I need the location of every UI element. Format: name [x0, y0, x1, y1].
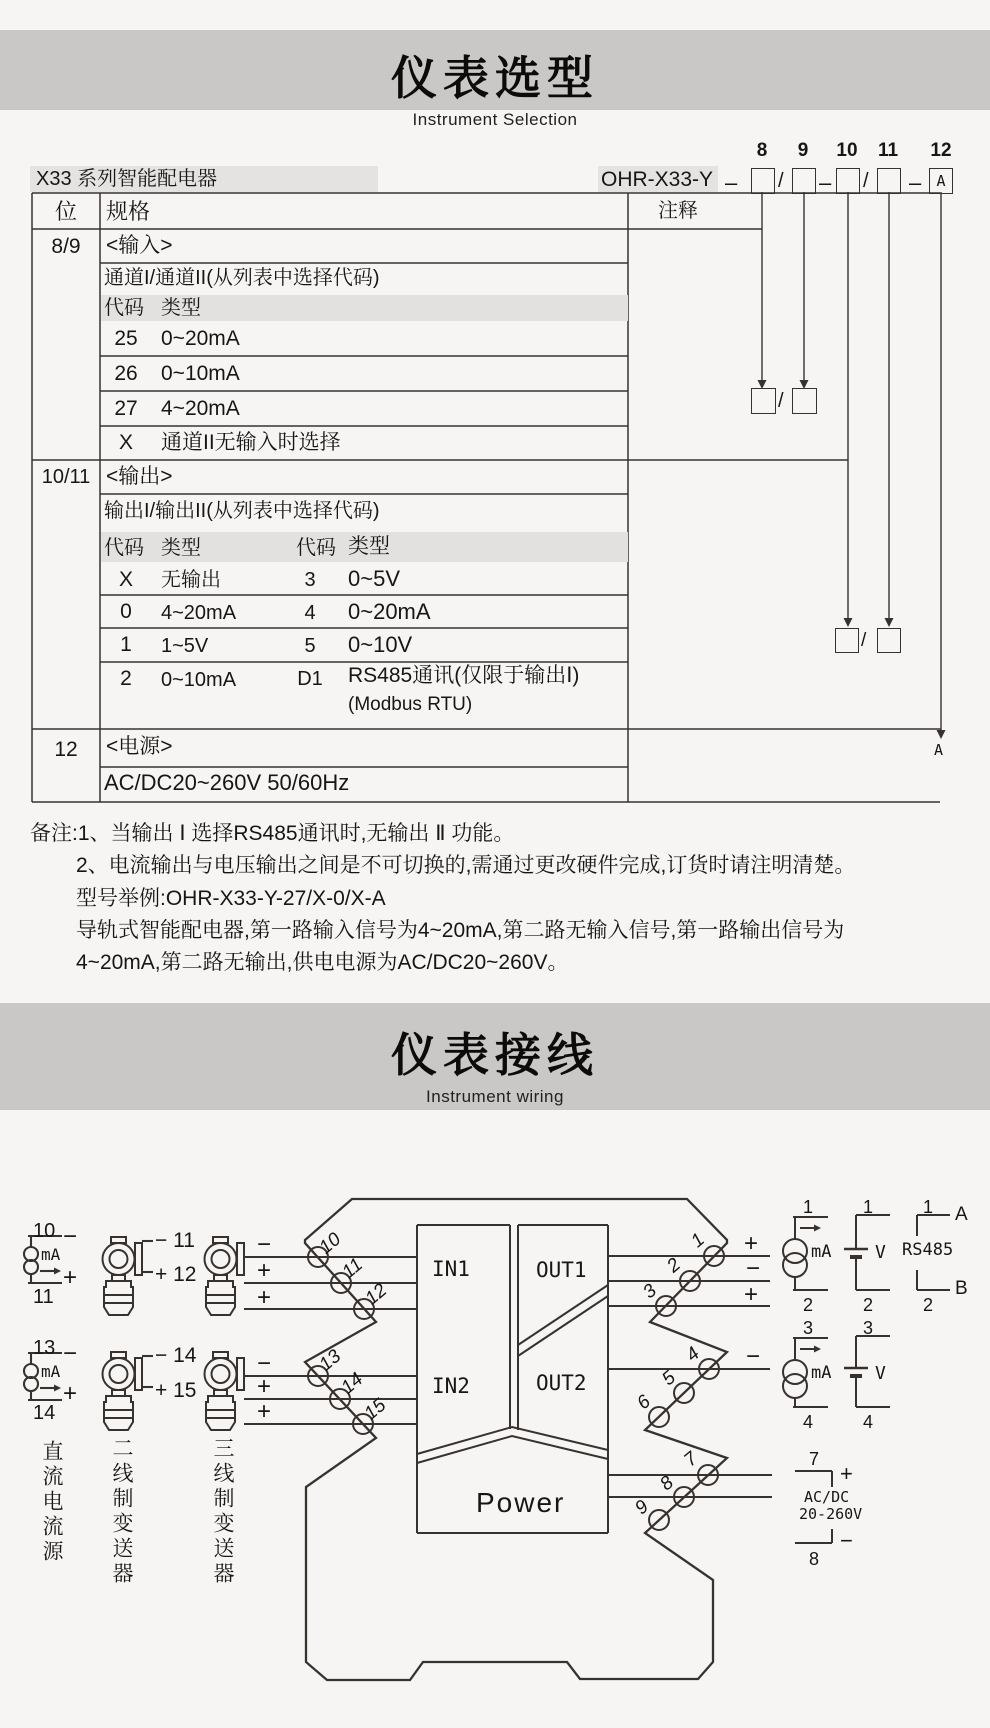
sec1011-rrow-code: 4	[304, 602, 316, 624]
sec89-desc: 通道I/通道II(从列表中选择代码)	[104, 267, 380, 289]
src1-terminal-bottom: 11	[33, 1286, 54, 1308]
caption-2wire-transmitter: 二线制变送器	[110, 1437, 133, 1587]
out1-minus-sign: −	[746, 1255, 761, 1282]
sec12-bit: 12	[54, 738, 78, 761]
col-header-spec: 规格	[106, 199, 151, 224]
module-power-label: Power	[476, 1487, 566, 1518]
transmitter-2wire-2-icon	[103, 1352, 143, 1430]
code-box-8	[751, 168, 775, 194]
digit-position-11: 11	[877, 140, 899, 161]
model-prefix: OHR-X33-Y	[601, 168, 714, 191]
grp-power-bottom: 8	[808, 1549, 819, 1569]
sec89-bit: 8/9	[51, 235, 81, 258]
code-box-9	[792, 168, 816, 194]
sec1011-rrow-type: 0~5V	[348, 566, 400, 591]
tx2b-wire2-label: + 15	[155, 1379, 197, 1402]
src2-terminal-top: 13	[33, 1337, 56, 1359]
wiring-title: 仪表接线	[391, 1029, 599, 1081]
src2-unit: mA	[41, 1362, 61, 1381]
left-terminal-12: 12	[361, 1279, 392, 1310]
tx2a-wire2-label: + 12	[155, 1263, 197, 1286]
sec1011-lrow-type: 无输出	[161, 569, 221, 591]
tx3b-sign3: +	[257, 1398, 272, 1425]
tx3a-sign2: +	[257, 1257, 272, 1284]
right-terminal-1: 1	[687, 1229, 709, 1253]
tx2a-wire1-label: − 11	[155, 1229, 195, 1252]
grp-v1-top: 1	[862, 1197, 873, 1217]
right-terminal-6: 6	[633, 1391, 655, 1415]
model-dash-2: –	[819, 170, 832, 195]
digit-position-9: 9	[797, 140, 809, 161]
tx3a-sign3: +	[257, 1284, 272, 1311]
selection-title: 仪表选型	[391, 52, 599, 104]
selection-arrow-lines	[758, 192, 946, 739]
out1-plus-sign: +	[744, 1230, 759, 1257]
module-in2-label: IN2	[432, 1374, 470, 1398]
note-line-4: 导轨式智能配电器,第一路输入信号为4~20mA,第二路无输入信号,第一路输出信号为	[76, 919, 845, 942]
src1-minus: −	[63, 1223, 78, 1250]
module-outline	[305, 1199, 727, 1680]
src1-plus: +	[63, 1264, 78, 1291]
sec12-title: <电源>	[106, 735, 173, 758]
left-terminal-11: 11	[338, 1254, 367, 1283]
grp-ma2-top: 3	[802, 1318, 813, 1338]
model-slash-1: /	[778, 170, 784, 192]
module-in1-label: IN1	[432, 1257, 470, 1281]
module-out2-label: OUT2	[536, 1371, 587, 1395]
sec1011-rrow-type: 0~10V	[348, 632, 413, 657]
grp-rs485-a: A	[955, 1204, 968, 1225]
wiring-banner	[0, 1003, 990, 1110]
output-pair-box-2	[877, 628, 901, 653]
grp-v2-unit: V	[875, 1363, 886, 1384]
note-line-1: 备注:1、当输出 Ⅰ 选择RS485通讯时,无输出 Ⅱ 功能。	[30, 822, 515, 845]
sec1011-type-header-l: 类型	[161, 537, 201, 559]
code-box-12: A	[929, 168, 953, 194]
grp-ma1-top: 1	[802, 1197, 813, 1217]
src2-terminal-bottom: 14	[33, 1402, 56, 1424]
right-terminal-2: 2	[663, 1254, 685, 1278]
grp-rs485-bottom: 2	[922, 1295, 933, 1315]
sec89-row-code: 25	[114, 327, 138, 350]
out2-plus-sign: +	[744, 1281, 759, 1308]
right-terminal-3: 3	[639, 1280, 661, 1304]
code-box-10	[836, 168, 860, 194]
sec1011-lrow-code: 2	[120, 667, 132, 690]
grp-v1-bottom: 2	[862, 1295, 873, 1315]
sec1011-title: <输出>	[106, 465, 173, 488]
sec89-row-code: 27	[114, 397, 138, 420]
note-line-3: 型号举例:OHR-X33-Y-27/X-0/X-A	[76, 887, 386, 910]
sec12-value: AC/DC20~260V 50/60Hz	[104, 770, 350, 795]
digit-position-8: 8	[756, 140, 768, 161]
sec1011-rrow-code: 3	[304, 569, 316, 591]
power-code-a-label: A	[934, 741, 944, 759]
input-pair-slash: /	[778, 390, 784, 412]
tx2b-wire1-label: − 14	[155, 1344, 197, 1367]
right-terminal-4: 4	[682, 1343, 704, 1367]
grp-ma2-unit: mA	[811, 1363, 832, 1383]
src2-plus: +	[63, 1380, 78, 1407]
left-terminal-14: 14	[337, 1368, 368, 1399]
output-pair-slash: /	[861, 630, 867, 651]
caption-3wire-transmitter: 三线制变送器	[211, 1437, 234, 1587]
sec89-row-code: X	[118, 431, 133, 454]
model-dash-3: –	[909, 170, 922, 195]
out2-minus-sign: −	[746, 1343, 761, 1370]
col-header-bit: 位	[54, 199, 77, 224]
sec1011-rrow-type: 0~20mA	[348, 599, 431, 624]
model-dash-1: –	[725, 170, 738, 195]
sec1011-bit: 10/11	[41, 466, 91, 488]
sec1011-rrow-type: RS485通讯(仅限于输出Ⅰ)	[348, 664, 580, 687]
tx3b-sign1: −	[257, 1350, 272, 1377]
sec1011-code-header-l: 代码	[104, 537, 144, 559]
src1-unit: mA	[41, 1245, 61, 1264]
caption-dc-current-source: 直流电流源	[40, 1440, 63, 1565]
note-line-5: 4~20mA,第二路无输出,供电电源为AC/DC20~260V。	[76, 951, 569, 974]
note-line-2: 2、电流输出与电压输出之间是不可切换的,需通过更改硬件完成,订货时请注明清楚。	[76, 854, 856, 877]
grp-power-minus: −	[840, 1528, 853, 1553]
tx3a-sign1: −	[257, 1231, 272, 1258]
src2-minus: −	[63, 1340, 78, 1367]
grp-power-line1: AC/DC	[804, 1488, 850, 1506]
grp-v1-unit: V	[875, 1242, 886, 1263]
grp-v2-top: 3	[862, 1318, 873, 1338]
sec89-row-code: 26	[114, 362, 138, 385]
sec1011-rrow-type-line2: (Modbus RTU)	[348, 694, 473, 715]
tx3b-sign2: +	[257, 1373, 272, 1400]
grp-ma1-bottom: 2	[802, 1295, 813, 1315]
left-terminal-13: 13	[315, 1345, 346, 1376]
input-pair-box-1	[751, 388, 776, 414]
transmitter-3wire-1-icon	[205, 1237, 245, 1315]
sec1011-rrow-code: D1	[297, 668, 323, 690]
grp-rs485-label: RS485	[902, 1240, 954, 1260]
sec1011-lrow-type: 1~5V	[161, 635, 209, 657]
src1-terminal-top: 10	[33, 1220, 56, 1242]
output-pair-box-1	[835, 628, 859, 653]
sec1011-code-header-r: 代码	[296, 537, 336, 559]
left-terminal-10: 10	[315, 1228, 346, 1259]
sec1011-desc: 输出I/输出II(从列表中选择代码)	[104, 500, 380, 522]
sec1011-lrow-type: 4~20mA	[161, 602, 237, 624]
model-slash-2: /	[863, 170, 869, 192]
module-out1-label: OUT1	[536, 1258, 587, 1282]
sec89-row-type: 0~20mA	[161, 327, 240, 350]
grp-v2-bottom: 4	[862, 1412, 873, 1432]
sec89-type-header: 类型	[161, 297, 201, 319]
right-terminal-9: 9	[631, 1496, 653, 1520]
sec89-row-type: 4~20mA	[161, 397, 240, 420]
sec1011-lrow-code: 0	[120, 600, 132, 623]
wiring-subtitle: Instrument wiring	[426, 1087, 564, 1106]
grp-rs485-b: B	[955, 1278, 968, 1299]
digit-position-12: 12	[930, 140, 952, 161]
grp-ma2-bottom: 4	[802, 1412, 813, 1432]
grp-ma1-unit: mA	[811, 1242, 832, 1262]
sec1011-rrow-code: 5	[304, 635, 316, 657]
selection-subtitle: Instrument Selection	[412, 110, 578, 129]
code-box-11	[877, 168, 901, 194]
right-terminal-7: 7	[680, 1448, 702, 1472]
sec89-title: <输入>	[106, 234, 173, 257]
input-pair-box-2	[792, 388, 817, 414]
transmitter-2wire-1-icon	[103, 1237, 143, 1315]
col-header-note: 注释	[658, 200, 698, 222]
sec89-row-type: 通道II无输入时选择	[161, 431, 341, 454]
sec1011-lrow-type: 0~10mA	[161, 669, 237, 691]
grp-power-line2: 20-260V	[799, 1505, 863, 1523]
series-label: X33 系列智能配电器	[36, 168, 218, 190]
left-terminal-15: 15	[360, 1394, 391, 1425]
selection-banner	[0, 30, 990, 129]
sec1011-lrow-code: X	[118, 568, 133, 591]
sec1011-type-header-r: 类型	[348, 535, 390, 558]
digit-position-10: 10	[836, 140, 858, 161]
grp-rs485-top: 1	[922, 1197, 933, 1217]
transmitter-3wire-2-icon	[205, 1352, 245, 1430]
grp-power-plus: +	[840, 1461, 853, 1486]
right-terminal-8: 8	[656, 1472, 678, 1496]
sec1011-lrow-code: 1	[120, 633, 132, 656]
grp-power-top: 7	[808, 1449, 819, 1469]
right-terminal-5: 5	[658, 1367, 680, 1391]
sec89-code-header: 代码	[104, 297, 144, 319]
sec89-row-type: 0~10mA	[161, 362, 240, 385]
